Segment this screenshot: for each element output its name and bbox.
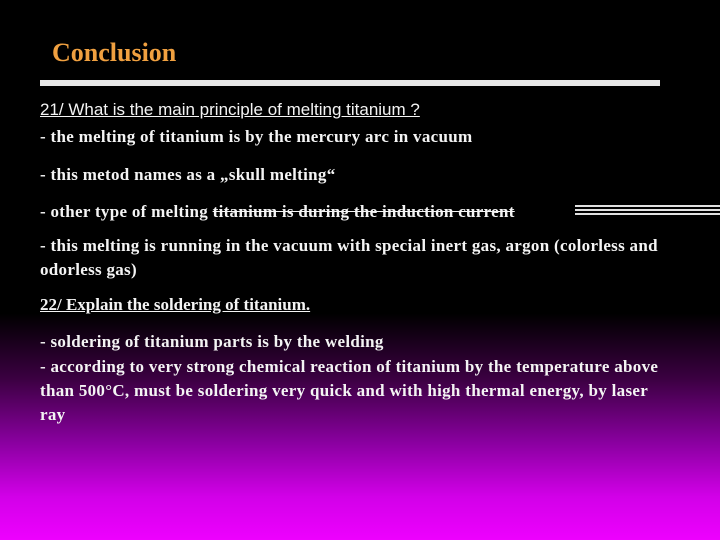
- answer-line-6: - according to very strong chemical reaction of titanium by the temperature above than 500°C, must be soldering very quick and with high thermal energy, by laser ray: [40, 357, 659, 424]
- answer-line-1: - the melting of titanium is by the mercury arc in vacuum: [40, 127, 473, 146]
- answer-line-3: [40, 200, 660, 224]
- answer-line-4: - this melting is running in the vacuum with special inert gas, argon (colorless and odorless gas): [40, 236, 658, 279]
- answer-line-3-start: - other type of melting: [40, 202, 213, 221]
- answer-line-2: - this metod names as a „skull melting“: [40, 165, 336, 184]
- decorative-lines: [575, 205, 720, 219]
- slide-title: Conclusion: [52, 38, 177, 67]
- question-21: 21/ What is the main principle of melting titanium ?: [40, 100, 420, 119]
- title-divider: [40, 80, 660, 86]
- answer-line-5: - soldering of titanium parts is by the welding: [40, 332, 384, 351]
- answer-line-3-struck: titanium is during the induction current: [212, 202, 515, 221]
- question-22: 22/ Explain the soldering of titanium.: [40, 295, 311, 314]
